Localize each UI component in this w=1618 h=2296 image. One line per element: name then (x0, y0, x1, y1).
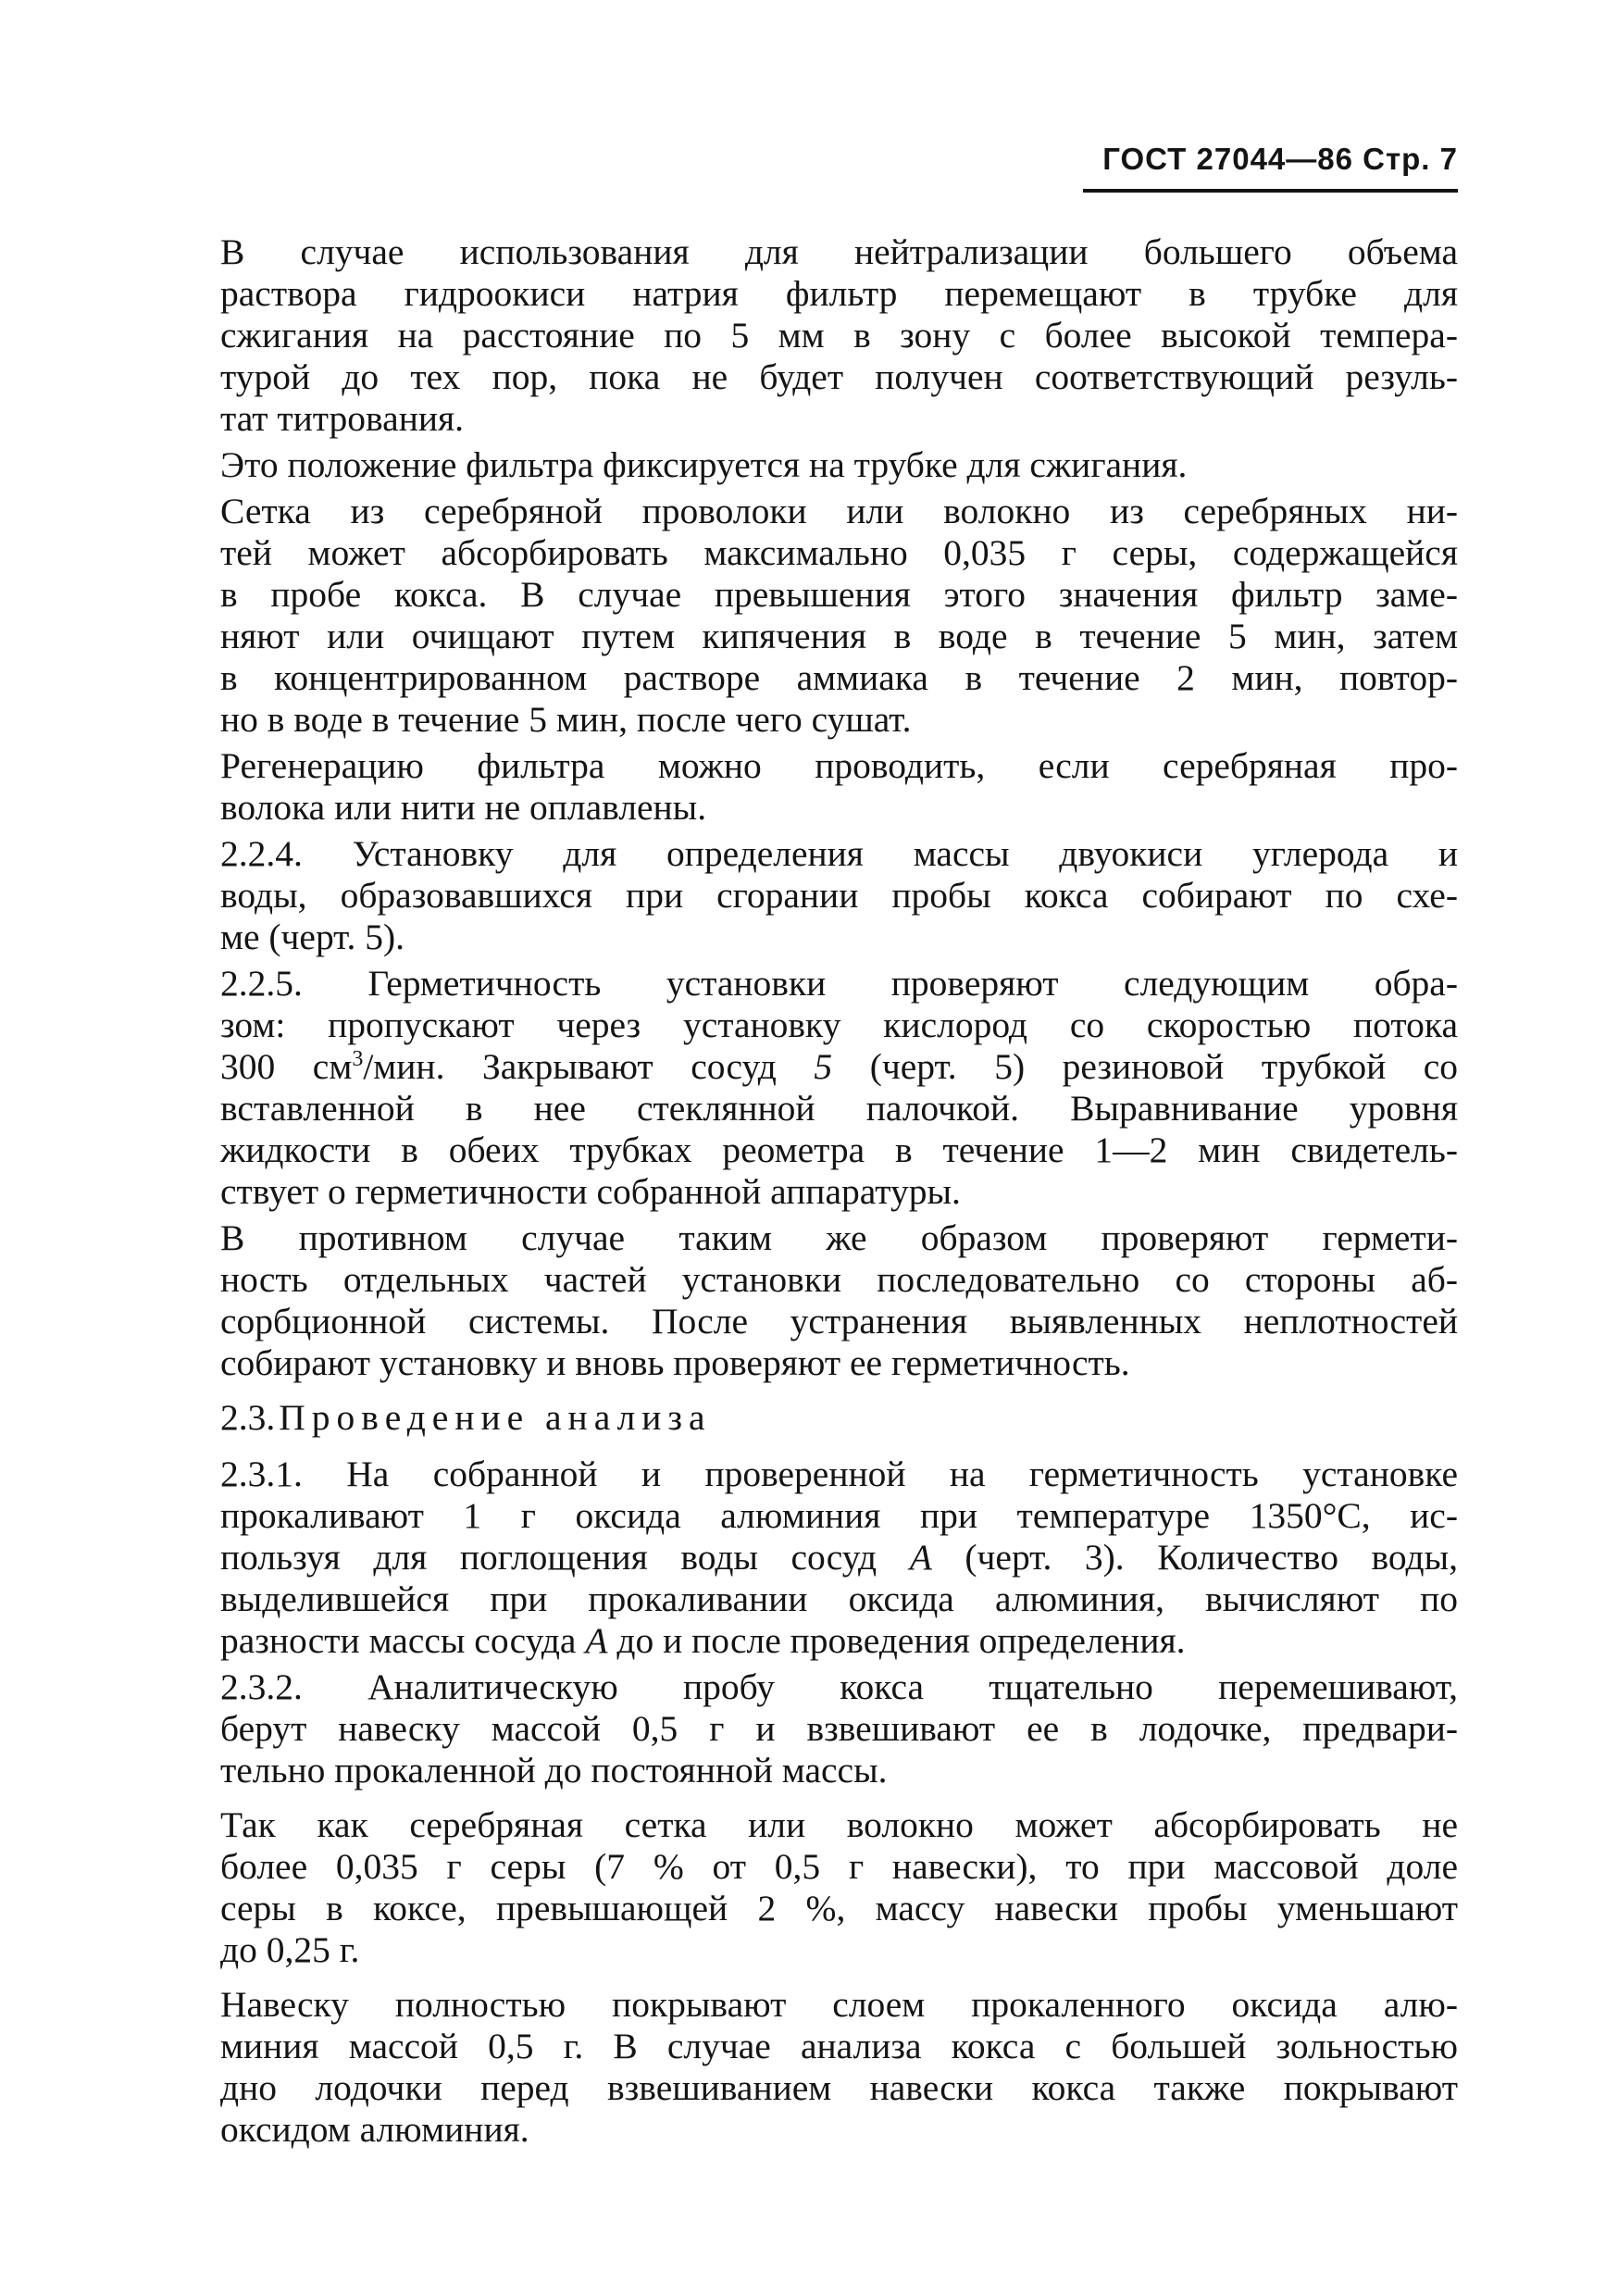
text-line: зом: пропускают через установку кислород со скоростью потока (220, 1004, 1458, 1045)
section-heading (157, 1397, 1458, 1439)
text-line: 300 $см^3$/мин. Закрывают сосуд 5 (черт. 5) резиновой трубкой со (220, 1046, 1459, 1087)
text-line: 2.3.1. На собранной и проверенной на герметичность установке (220, 1454, 1458, 1494)
italic-ref: А (909, 1537, 932, 1578)
text-line: собирают установку и вновь проверяют ее герметичность. (220, 1342, 1130, 1383)
text-line: жидкости в обеих трубках реометра в течение 1—2 мин свидетель- (220, 1129, 1458, 1170)
section-number: 2.3. (220, 1397, 276, 1438)
text-line: более 0,035 г серы (7 % от 0,5 г навески), то при массовой доле (220, 1846, 1458, 1887)
document-body (157, 231, 1458, 2155)
text-line: няют или очищают путем кипячения в воде в течение 5 мин, затем (220, 616, 1458, 656)
text-line: сорбционной системы. После устранения выявленных неплотностей (220, 1301, 1458, 1341)
text-line: Это положение фильтра фиксируется на трубке для сжигания. (220, 444, 1188, 485)
paragraph-2-2-5 (157, 963, 1458, 1213)
text-line: пользуя для поглощения воды сосуд А (черт. 3). Количество воды, (220, 1537, 1459, 1578)
text-line: ность отдельных частей установки последовательно со стороны аб- (220, 1259, 1458, 1300)
text-line: В случае использования для нейтрализации большего объема (220, 231, 1458, 272)
italic-ref: 5 (814, 1046, 833, 1087)
paragraph-sulfur-limit (157, 1804, 1458, 1971)
text-line: 2.2.5. Герметичность установки проверяют следующим обра- (220, 963, 1458, 1004)
paragraph-otherwise (157, 1217, 1458, 1384)
text-line: Сетка из серебряной проволоки или волокно из серебряных ни- (220, 491, 1458, 531)
text-line: оксидом алюминия. (220, 2109, 529, 2150)
paragraph-filter-position (157, 444, 1458, 486)
section-title: Проведение анализа (279, 1397, 712, 1438)
text-line: серы в коксе, превышающей 2 %, массу навески пробы уменьшают (220, 1888, 1458, 1928)
text-line: разности массы сосуда А до и после проведения определения. (220, 1620, 1186, 1661)
text-line: Так как серебряная сетка или волокно может абсорбировать не (220, 1804, 1458, 1845)
text-line: воды, образовавшихся при сгорании пробы кокса собирают по схе- (220, 875, 1458, 916)
text-line: 2.3.2. Аналитическую пробу кокса тщательно перемешивают, (220, 1666, 1458, 1707)
paragraph-silver-mesh (157, 491, 1458, 741)
superscript: 3 (352, 1047, 364, 1071)
text-line: ме (черт. 5). (220, 917, 405, 957)
paragraph-2-3-2 (157, 1666, 1458, 1791)
text-line: дно лодочки перед взвешиванием навески кокса также покрывают (220, 2067, 1458, 2108)
text-line: 2.2.4. Установку для определения массы двуокиси углерода и (220, 833, 1458, 874)
text-line: в концентрированном растворе аммиака в течение 2 мин, повтор- (220, 657, 1458, 698)
text-line: турой до тех пор, пока не будет получен соответствующий резуль- (220, 356, 1458, 397)
text-line: сжигания на расстояние по 5 мм в зону с более высокой темпера- (220, 315, 1458, 356)
text-line: тельно прокаленной до постоянной массы. (220, 1750, 888, 1791)
text-line: В противном случае таким же образом проверяют гермети- (220, 1217, 1458, 1258)
text-line: но в воде в течение 5 мин, после чего сушат. (220, 699, 912, 740)
text-line: Регенерацию фильтра можно проводить, если серебряная про- (220, 745, 1458, 786)
paragraph-2-2-4 (157, 833, 1458, 958)
running-header: ГОСТ 27044—86 Стр. 7 (1083, 141, 1458, 193)
text-line: волока или нити не оплавлены. (220, 787, 707, 828)
text-line: Навеску полностью покрывают слоем прокаленного оксида алю- (220, 1984, 1458, 2025)
text-line: берут навеску массой 0,5 г и взвешивают ее в лодочке, предвари- (220, 1708, 1458, 1749)
text-line: ствует о герметичности собранной аппаратуры. (220, 1171, 961, 1212)
text-line: в пробе кокса. В случае превышения этого значения фильтр заме- (220, 574, 1458, 615)
italic-ref: А (585, 1620, 608, 1661)
text-line: выделившейся при прокаливании оксида алюминия, вычисляют по (220, 1578, 1458, 1619)
text-line: миния массой 0,5 г. В случае анализа кокса с большей зольностью (220, 2026, 1458, 2066)
paragraph-2-3-1 (157, 1454, 1458, 1662)
text-line: тей может абсорбировать максимально 0,035 г серы, содержащейся (220, 532, 1458, 573)
text-line: вставленной в нее стеклянной палочкой. Выравнивание уровня (220, 1088, 1458, 1129)
paragraph-regeneration (157, 745, 1458, 829)
paragraph-neutralization (157, 231, 1458, 440)
paragraph-alumina-cover (157, 1984, 1458, 2151)
text-line: до 0,25 г. (220, 1929, 360, 1970)
text-line: тат титрования. (220, 398, 465, 439)
text-line: раствора гидроокиси натрия фильтр перемещают в трубке для (220, 273, 1458, 314)
text-line: прокаливают 1 г оксида алюминия при температуре 1350°С, ис- (220, 1495, 1458, 1536)
